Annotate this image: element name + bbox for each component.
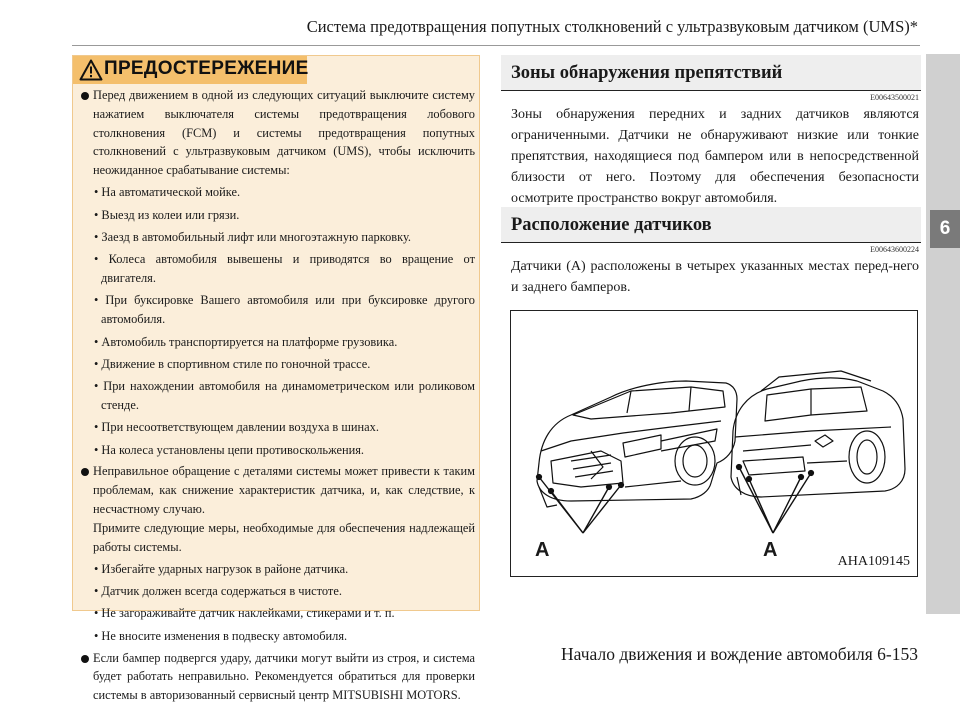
sensor-label-front: A: [535, 539, 550, 561]
page-footer: Начало движения и вождение автомобиля 6-153: [561, 644, 918, 664]
warning-subitem: • Избегайте ударных нагрузок в районе датчика.: [94, 561, 349, 576]
warning-subitem: • Колеса автомобиля вывешены и приводятся во вращение от двигателя.: [94, 252, 475, 286]
section-heading-detection-zones: Зоны обнаружения препятствий: [501, 55, 921, 91]
header-divider: [72, 45, 920, 46]
warning-body: [79, 86, 475, 705]
section-paragraph: Зоны обнаружения передних и задних датчиков являются ограниченными. Датчики не обнаруживают низкие или тонкие препятствия, находящиеся под бампером или в непосредственной близости от него. Поэтому для обеспечения безопасности осмотрите пространство вокруг автомобиля.: [511, 107, 919, 206]
warning-subitem: • При буксировке Вашего автомобиля или при буксировке другого автомобиля.: [94, 293, 475, 327]
chapter-side-tab: [926, 54, 960, 614]
warning-item: Неправильное обращение с деталями системы может привести к таким проблемам, как снижение характеристик датчика, и, как следствие, к несчастному случаю.: [79, 462, 475, 518]
warning-item-extra: Примите следующие меры, необходимые для обеспечения надлежащей работы системы.: [93, 520, 475, 554]
section-heading-sensor-location: Расположение датчиков: [501, 207, 921, 243]
warning-subitem: • Движение в спортивном стиле по гоночной трассе.: [94, 356, 371, 371]
warning-subitem: • На автоматической мойке.: [94, 185, 241, 200]
warning-item: Если бампер подвергся удару, датчики могут выйти из строя, и система будет работать неправильно. Рекомендуется обратиться для проверки системы в авторизованный сервисный центр MITSUBISHI MOTORS.: [79, 649, 475, 705]
figure-code: AHA109145: [837, 554, 910, 569]
warning-item: Перед движением в одной из следующих ситуаций выключите систему нажатием выключателя системы предотвращения лобового столкновения (FCM) и системы предотвращения попутных столкновений с ультразвуковым датчиком (UMS), чтобы исключить неожиданное срабатывание системы:: [79, 86, 475, 180]
section-code: E00643600224: [870, 245, 919, 254]
sensor-location-figure: [510, 310, 918, 577]
warning-title: ПРЕДОСТЕРЕЖЕНИЕ: [104, 58, 309, 79]
warning-subitem: • Не загораживайте датчик наклейками, стикерами и т. п.: [94, 606, 395, 621]
warning-subitem: • Датчик должен всегда содержаться в чистоте.: [94, 584, 342, 599]
warning-subitem: • Выезд из колеи или грязи.: [94, 207, 240, 222]
rear-car-drawing: [731, 371, 905, 497]
car-illustration: [511, 311, 916, 575]
warning-subitem: • Не вносите изменения в подвеску автомобиля.: [94, 628, 348, 643]
warning-triangle-icon: [79, 59, 103, 81]
warning-subitem: • Заезд в автомобильный лифт или многоэтажную парковку.: [94, 230, 412, 245]
sensor-label-rear: A: [763, 539, 778, 561]
page-header-title: Система предотвращения попутных столкновений с ультразвуковым датчиком (UMS)*: [306, 17, 918, 36]
warning-header: [73, 56, 307, 84]
warning-subitem: • На колеса установлены цепи противоскольжения.: [94, 442, 365, 457]
chapter-number: 6: [930, 210, 960, 248]
warning-subitem: • Автомобиль транспортируется на платформе грузовика.: [94, 334, 398, 349]
warning-subitem: • При несоответствующем давлении воздуха в шинах.: [94, 420, 379, 435]
section-paragraph: Датчики (A) расположены в четырех указанных местах перед-него и заднего бамперов.: [511, 259, 919, 295]
warning-subitem: • При нахождении автомобиля на динамометрическом или роликовом стенде.: [94, 379, 475, 412]
warning-box: [72, 55, 480, 703]
section-code: E00643500021: [870, 93, 919, 102]
front-car-drawing: [537, 381, 738, 507]
